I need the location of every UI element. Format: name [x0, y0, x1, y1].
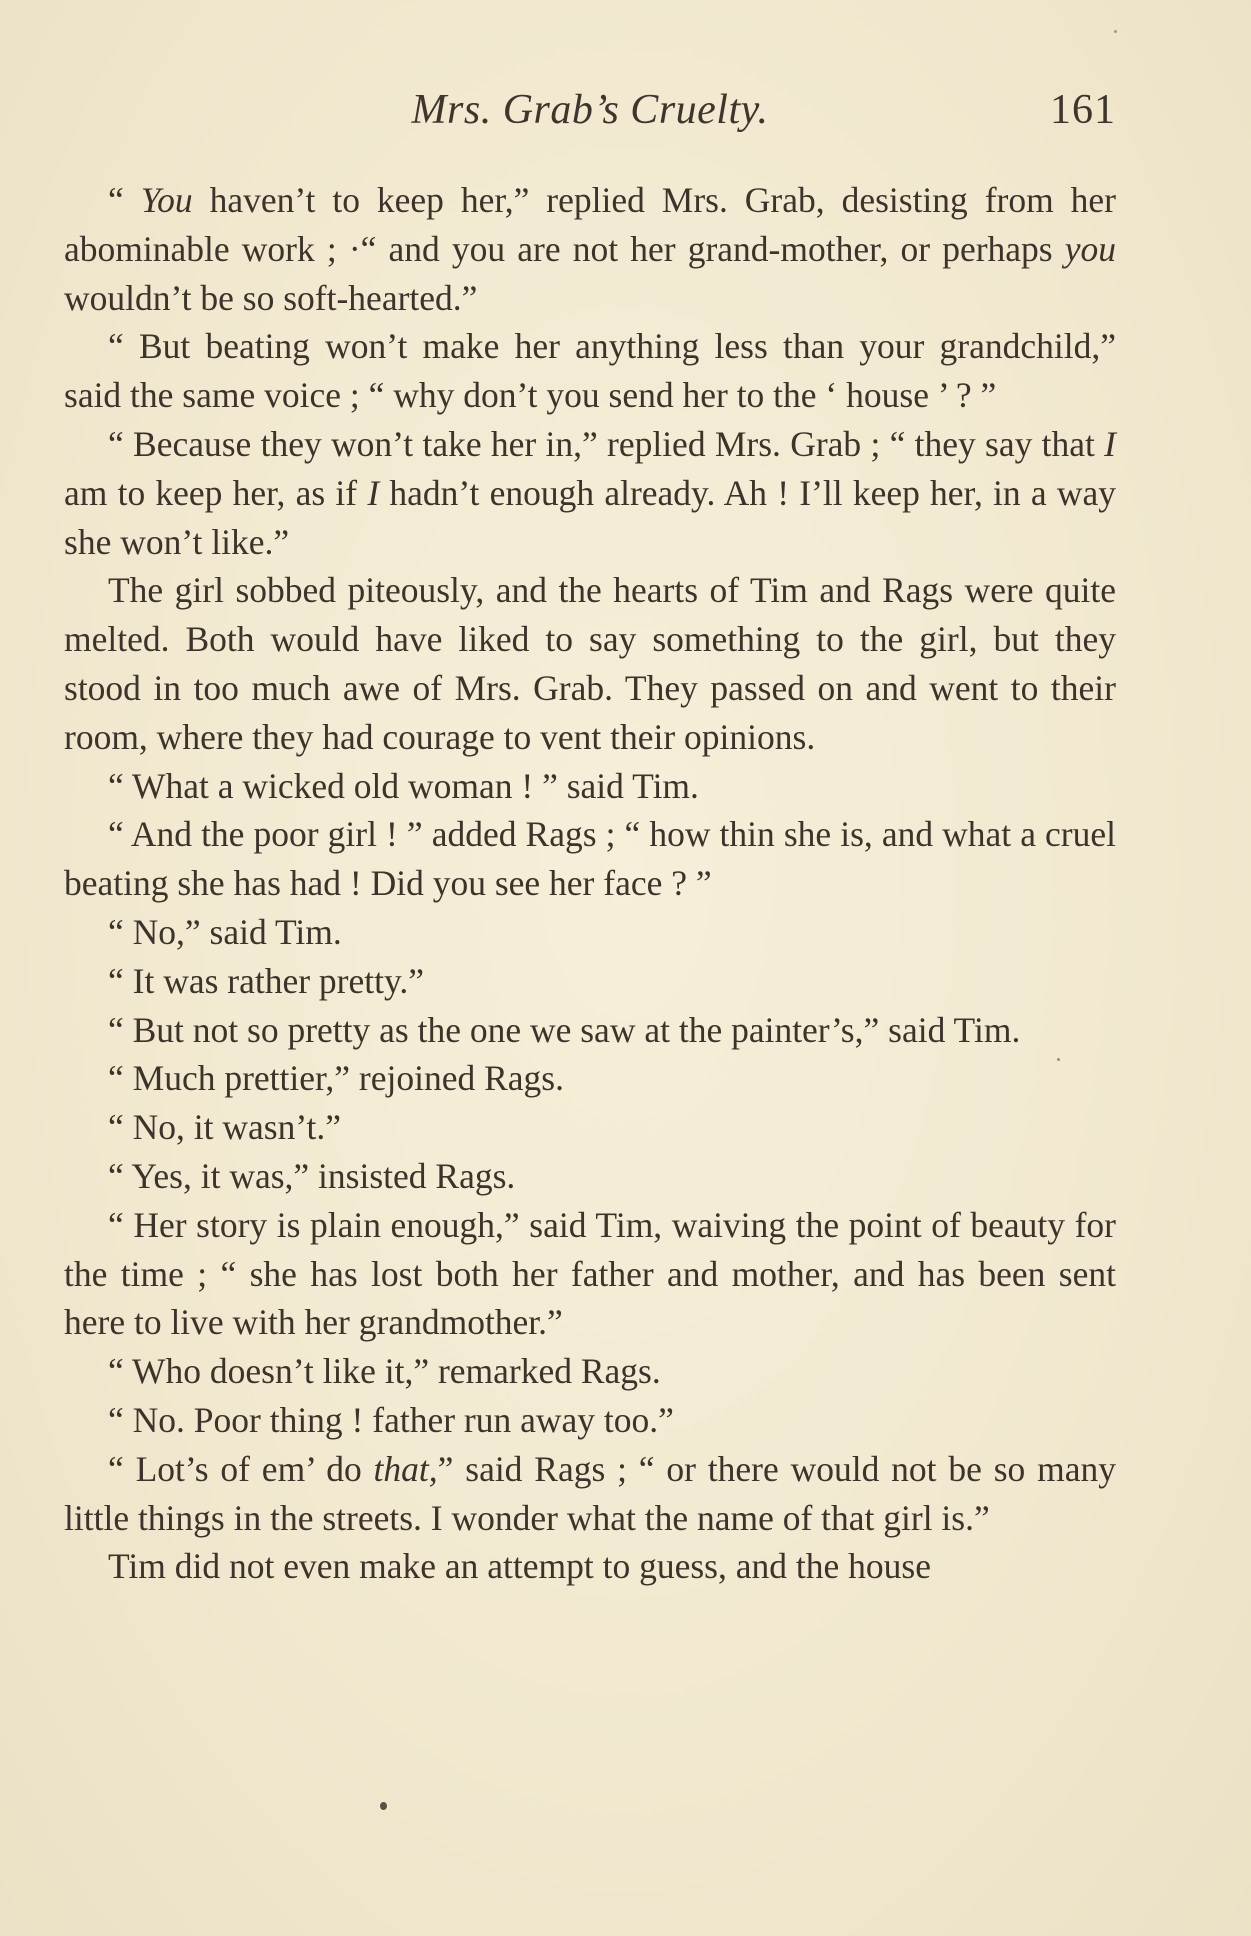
paragraph: Tim did not even make an attempt to guess, and the house	[108, 1546, 931, 1587]
paragraph: “ No, it wasn’t.”	[108, 1107, 342, 1148]
paragraph: “ But not so pretty as the one we saw at the painter’s,” said Tim.	[108, 1009, 1021, 1050]
paragraph: “ Yes, it was,” insisted Rags.	[108, 1155, 516, 1196]
paragraph: “ No,” said Tim.	[108, 911, 342, 952]
paragraph: “ What a wicked old woman ! ” said Tim.	[108, 765, 699, 806]
paragraph: “ Lot’s of em’ do that,” said Rags ; “ or there would not be so many little things in the streets. I wonder what the name of that girl is.”	[64, 1448, 1116, 1538]
paragraph: “ You haven’t to keep her,” replied Mrs. Grab, desisting from her abominable work ; ·“ and you are not her grand-mother, or perhaps you wouldn’t be so soft-hearted.”	[64, 180, 1116, 318]
paragraph: “ Because they won’t take her in,” replied Mrs. Grab ; “ they say that I am to keep her, as if I hadn’t enough already. Ah ! I’ll keep her, in a way she won’t like.”	[64, 423, 1116, 562]
running-title: Mrs. Grab’s Cruelty.	[411, 87, 769, 133]
ink-speck	[380, 1802, 387, 1810]
paragraph: “ Who doesn’t like it,” remarked Rags.	[108, 1351, 661, 1392]
paragraph: The girl sobbed piteously, and the hearts of Tim and Rags were quite melted. Both would have liked to say something to the girl, but they stood in too much awe of Mrs. Grab. They passed on and went to their room, where they had courage to vent their opinions.	[64, 570, 1116, 757]
paragraph: “ But beating won’t make her anything less than your grandchild,” said the same voice ; “ why don’t you send her to the ‘ house ’ ? ”	[64, 326, 1116, 416]
paragraph: “ And the poor girl ! ” added Rags ; “ how thin she is, and what a cruel beating she has had ! Did you see her face ? ”	[64, 814, 1116, 904]
paragraph: “ It was rather pretty.”	[108, 960, 425, 1001]
page-number: 161	[1050, 87, 1116, 133]
paragraph: “ Her story is plain enough,” said Tim, waiving the point of beauty for the time ; “ she has lost both her father and mother, and has been sent here to live with her grandmother.”	[64, 1204, 1116, 1343]
ink-speck	[1057, 1058, 1060, 1061]
paragraph: “ No. Poor thing ! father run away too.”	[108, 1399, 674, 1440]
body-text	[64, 176, 1116, 1591]
paragraph: “ Much prettier,” rejoined Rags.	[108, 1058, 564, 1099]
page-header	[64, 86, 1116, 146]
ink-speck	[1114, 30, 1117, 33]
